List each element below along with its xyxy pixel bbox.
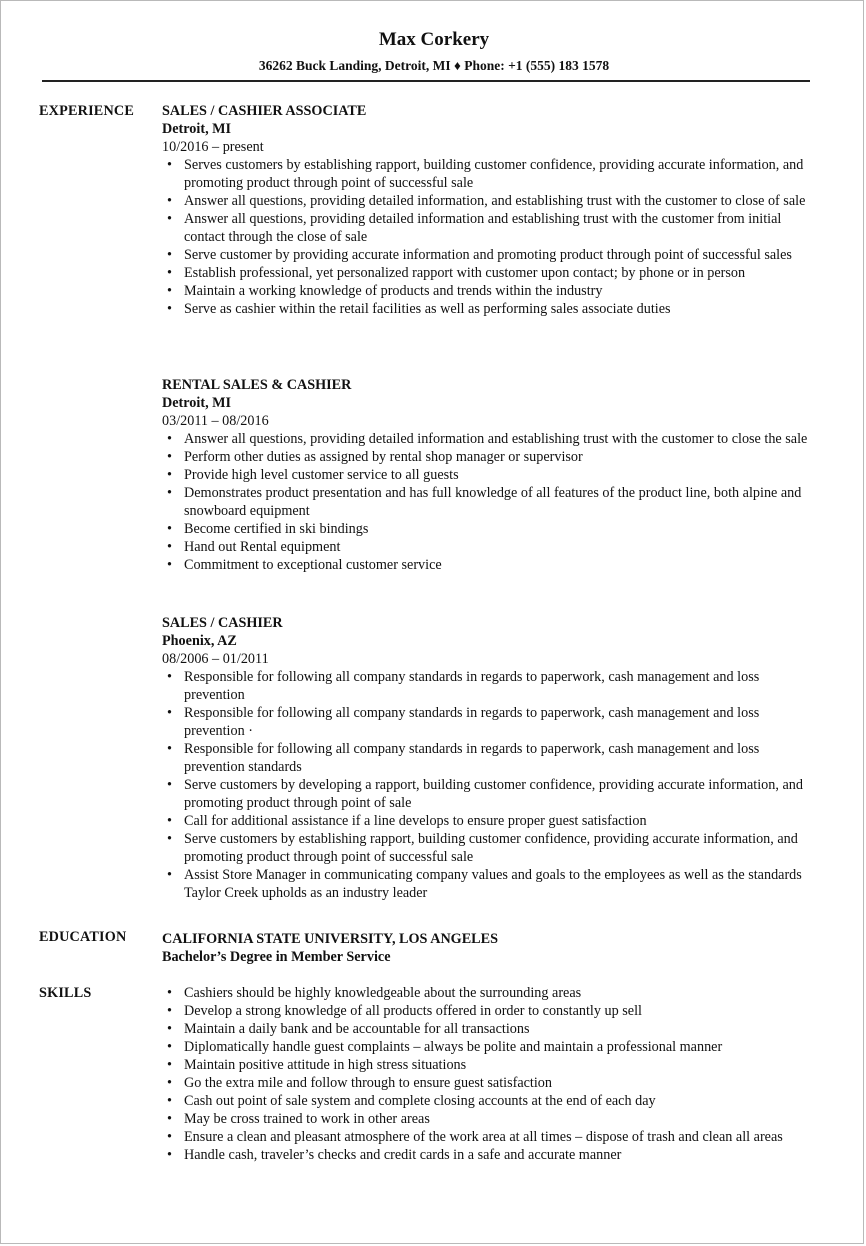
list-item: • Cash out point of sale system and complete closing accounts at the end of each day	[162, 1092, 852, 1110]
list-item: • Maintain positive attitude in high stress situations	[162, 1056, 852, 1074]
list-item: • Diplomatically handle guest complaints – always be polite and maintain a professional manner	[162, 1038, 852, 1056]
list-item: • Answer all questions, providing detailed information and establishing trust with the customer to close the sale	[162, 430, 822, 448]
list-item: • Become certified in ski bindings	[162, 520, 822, 538]
education-heading: EDUCATION	[39, 929, 127, 945]
job-dates: 08/2006 – 01/2011	[162, 651, 269, 667]
list-item: • Serves customers by establishing rapport, building customer confidence, providing accurate information, and promoting product through point of successful sale	[162, 156, 822, 192]
job-dates: 03/2011 – 08/2016	[162, 413, 269, 429]
list-item: • Hand out Rental equipment	[162, 538, 822, 556]
job-duties-list	[162, 668, 822, 902]
header-divider	[42, 80, 810, 82]
list-item: • Assist Store Manager in communicating company values and goals to the employees as well as the standards Taylor Creek upholds as an industry leader	[162, 866, 822, 902]
list-item: • Go the extra mile and follow through to ensure guest satisfaction	[162, 1074, 852, 1092]
skills-list	[162, 984, 852, 1164]
list-item: • Handle cash, traveler’s checks and credit cards in a safe and accurate manner	[162, 1146, 852, 1164]
contact-line: 36262 Buck Landing, Detroit, MI ♦ Phone: +1 (555) 183 1578	[258, 58, 610, 73]
list-item: • Responsible for following all company standards in regards to paperwork, cash management and loss prevention ·	[162, 704, 822, 740]
experience-heading: EXPERIENCE	[39, 103, 135, 119]
list-item: • Perform other duties as assigned by rental shop manager or supervisor	[162, 448, 822, 466]
list-item: • Develop a strong knowledge of all products offered in order to constantly up sell	[162, 1002, 852, 1020]
list-item: • Serve customers by developing a rapport, building customer confidence, providing accurate information, and promoting product through point of sale	[162, 776, 822, 812]
list-item: • Serve as cashier within the retail facilities as well as performing sales associate duties	[162, 300, 822, 318]
candidate-name: Max Corkery	[378, 29, 490, 50]
list-item: • Establish professional, yet personalized rapport with customer upon contact; by phone or in person	[162, 264, 822, 282]
job-entry	[162, 102, 822, 318]
list-item: • Cashiers should be highly knowledgeable about the surrounding areas	[162, 984, 852, 1002]
education-entry	[162, 930, 822, 966]
list-item: • Responsible for following all company standards in regards to paperwork, cash management and loss prevention standards	[162, 740, 822, 776]
job-duties-list	[162, 156, 822, 318]
job-title: SALES / CASHIER ASSOCIATE	[162, 103, 367, 119]
list-item: • Maintain a daily bank and be accountable for all transactions	[162, 1020, 852, 1038]
list-item: • Ensure a clean and pleasant atmosphere of the work area at all times – dispose of trash and clean all areas	[162, 1128, 852, 1146]
list-item: • Provide high level customer service to all guests	[162, 466, 822, 484]
list-item: • Demonstrates product presentation and has full knowledge of all features of the product line, both alpine and snowboard equipment	[162, 484, 822, 520]
job-location: Phoenix, AZ	[162, 633, 237, 649]
job-location: Detroit, MI	[162, 121, 232, 137]
list-item: • Answer all questions, providing detailed information and establishing trust with the customer from initial contact through the close of sale	[162, 210, 822, 246]
list-item: • Responsible for following all company standards in regards to paperwork, cash management and loss prevention	[162, 668, 822, 704]
resume-header	[1, 27, 866, 75]
list-item: • Serve customers by establishing rapport, building customer confidence, providing accurate information, and promoting product through point of successful sale	[162, 830, 822, 866]
job-dates: 10/2016 – present	[162, 139, 264, 155]
job-location: Detroit, MI	[162, 395, 232, 411]
list-item: • May be cross trained to work in other areas	[162, 1110, 852, 1128]
list-item: • Call for additional assistance if a line develops to ensure proper guest satisfaction	[162, 812, 822, 830]
job-entry	[162, 614, 822, 902]
list-item: • Serve customer by providing accurate information and promoting product through point of successful sales	[162, 246, 822, 264]
list-item: • Commitment to exceptional customer service	[162, 556, 822, 574]
skills-entry	[162, 984, 852, 1164]
list-item: • Maintain a working knowledge of products and trends within the industry	[162, 282, 822, 300]
job-entry	[162, 376, 822, 574]
school-name: CALIFORNIA STATE UNIVERSITY, LOS ANGELES	[162, 931, 498, 947]
skills-heading: SKILLS	[39, 985, 92, 1001]
degree: Bachelor’s Degree in Member Service	[162, 949, 391, 965]
job-title: RENTAL SALES & CASHIER	[162, 377, 352, 393]
list-item: • Answer all questions, providing detailed information, and establishing trust with the customer to close of sale	[162, 192, 822, 210]
job-title: SALES / CASHIER	[162, 615, 283, 631]
job-duties-list	[162, 430, 822, 574]
